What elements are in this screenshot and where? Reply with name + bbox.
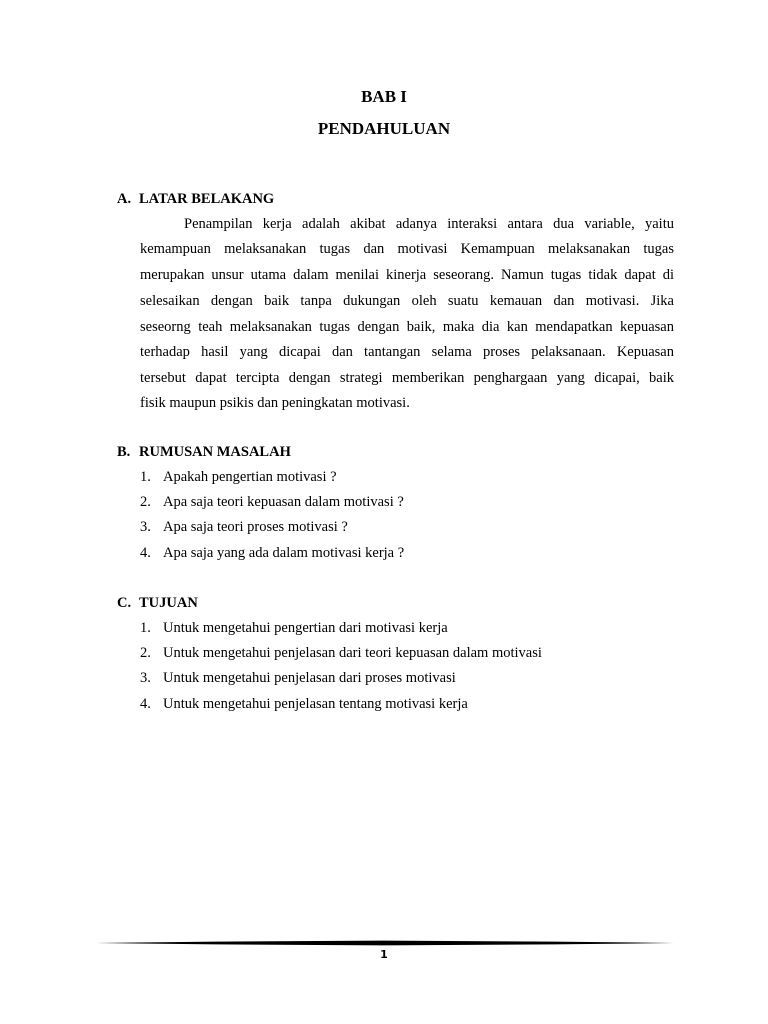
- paragraph-line: selesaikan dengan baik tanpa dukungan oleh suatu kemauan dan motivasi. Jika: [140, 293, 674, 309]
- page-number: 1: [380, 948, 388, 961]
- list-text: Untuk mengetahui penjelasan dari teori kepuasan dalam motivasi: [163, 645, 542, 661]
- section-c-title: TUJUAN: [139, 595, 198, 611]
- list-item: [140, 494, 404, 511]
- section-b-title: RUMUSAN MASALAH: [139, 444, 291, 460]
- list-item: [140, 620, 448, 637]
- list-number: 3.: [140, 519, 151, 535]
- list-text: Untuk mengetahui penjelasan tentang motivasi kerja: [163, 696, 468, 712]
- paragraph-line: merupakan unsur utama dalam menilai kinerja seseorang. Namun tugas tidak dapat di: [140, 267, 674, 283]
- paragraph-line: terhadap hasil yang dicapai dan tantangan selama proses pelaksanaan. Kepuasan: [140, 344, 674, 360]
- list-text: Apakah pengertian motivasi ?: [163, 469, 337, 485]
- paragraph-line: kemampuan melaksanakan tugas dan motivasi Kemampuan melaksanakan tugas: [140, 241, 674, 257]
- list-number: 1.: [140, 620, 151, 636]
- section-c-letter: C.: [117, 595, 132, 611]
- paragraph-line: seseorng teah melaksanakan tugas dengan baik, maka dia kan mendapatkan kepuasan: [140, 319, 674, 335]
- list-text: Apa saja yang ada dalam motivasi kerja ?: [163, 545, 405, 561]
- list-number: 2.: [140, 494, 151, 510]
- list-item: [140, 545, 404, 562]
- list-item: [140, 645, 542, 662]
- list-item: [140, 670, 456, 687]
- chapter-title: BAB I: [361, 87, 407, 106]
- section-c-heading: [117, 595, 198, 612]
- list-text: Apa saja teori proses motivasi ?: [163, 519, 348, 535]
- list-item: [140, 469, 337, 486]
- list-number: 3.: [140, 670, 151, 686]
- paragraph-line: tersebut dapat tercipta dengan strategi memberikan penghargaan yang dicapai, baik: [140, 370, 674, 386]
- list-number: 4.: [140, 545, 151, 561]
- list-number: 4.: [140, 696, 151, 712]
- list-text: Untuk mengetahui penjelasan dari proses motivasi: [163, 670, 456, 686]
- list-number: 2.: [140, 645, 151, 661]
- list-text: Untuk mengetahui pengertian dari motivasi kerja: [163, 620, 448, 636]
- paragraph-line: fisik maupun psikis dan peningkatan motivasi.: [140, 395, 410, 411]
- list-item: [140, 519, 348, 536]
- footer-divider: [96, 940, 674, 946]
- section-b-heading: [117, 444, 291, 461]
- chapter-subtitle: PENDAHULUAN: [317, 119, 451, 138]
- list-item: [140, 696, 468, 713]
- section-a-letter: A.: [117, 191, 132, 207]
- section-a-title: LATAR BELAKANG: [139, 191, 275, 207]
- section-a-heading: [117, 191, 274, 208]
- section-b-letter: B.: [117, 444, 131, 460]
- list-number: 1.: [140, 469, 151, 485]
- paragraph-line: Penampilan kerja adalah akibat adanya interaksi antara dua variable, yaitu: [184, 216, 674, 232]
- list-text: Apa saja teori kepuasan dalam motivasi ?: [163, 494, 404, 510]
